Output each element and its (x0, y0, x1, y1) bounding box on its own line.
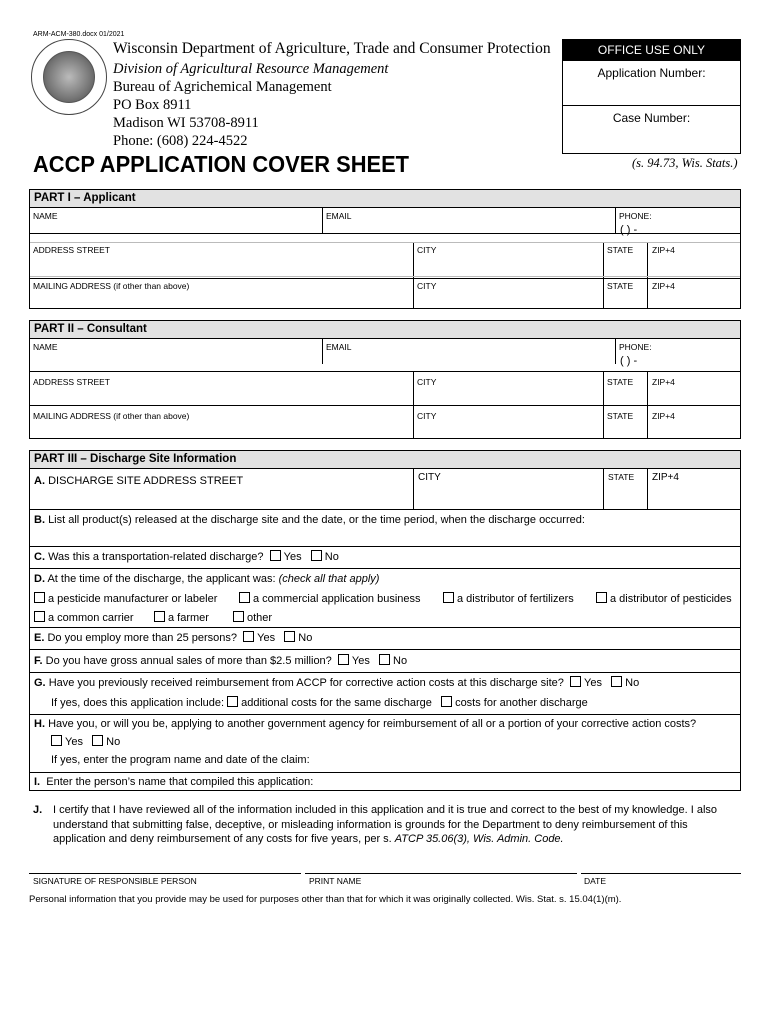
question-c (34, 550, 339, 563)
g-another-discharge-label: costs for another discharge (455, 697, 588, 709)
question-g-followup (51, 696, 588, 709)
part3-discharge-section (29, 450, 741, 791)
question-e (34, 631, 312, 644)
date-line[interactable] (581, 873, 741, 874)
question-c-yes-checkbox[interactable] (270, 550, 281, 561)
part2-address-field[interactable]: ADDRESS STREET (33, 377, 110, 387)
g-additional-costs-label: additional costs for the same discharge (241, 697, 432, 709)
d-option-label: a pesticide manufacturer or labeler (48, 593, 218, 605)
d-option-label: other (247, 612, 273, 624)
question-h-yes-checkbox[interactable] (51, 735, 62, 746)
d-option-pesticide-manufacturer[interactable] (34, 592, 217, 605)
city-line: Madison WI 53708-8911 (113, 115, 259, 131)
question-b[interactable] (34, 514, 585, 526)
question-h-followup[interactable]: If yes, enter the program name and date of the claim: (51, 754, 310, 766)
part1-name-field[interactable]: NAME (33, 211, 58, 221)
department-seal (31, 39, 107, 115)
part3-zip-field[interactable]: ZIP+4 (652, 472, 679, 483)
part2-heading: PART II – Consultant (30, 321, 740, 339)
question-b-text: List all product(s) released at the discharge site and the date, or the time period, when the discharge occurred: (48, 514, 585, 526)
question-e-text: Do you employ more than 25 persons? (47, 632, 238, 644)
checkbox-icon[interactable] (154, 611, 165, 622)
case-number-field[interactable]: Case Number: (612, 111, 691, 125)
g-another-discharge-checkbox[interactable] (441, 696, 452, 707)
bureau-name: Bureau of Agrichemical Management (113, 79, 332, 95)
checkbox-icon[interactable] (34, 592, 45, 603)
question-c-no-checkbox[interactable] (311, 550, 322, 561)
question-g-no-label: No (625, 677, 640, 689)
d-option-label: a common carrier (48, 612, 134, 624)
agency-name: Wisconsin Department of Agriculture, Trade and Consumer Protection (113, 40, 551, 57)
checkbox-icon[interactable] (443, 592, 454, 603)
seal-emblem-icon (43, 51, 95, 103)
checkbox-icon[interactable] (239, 592, 250, 603)
statute-reference: (s. 94.73, Wis. Stats.) (632, 156, 738, 170)
question-h-yes-label: Yes (65, 736, 83, 748)
question-c-yes-label: Yes (283, 551, 302, 563)
checkbox-icon[interactable] (596, 592, 607, 603)
certification-line-2: understand that submitting false, deceptive, or misleading information is grounds for the Department to deny reimbursement of this (53, 818, 688, 831)
d-option-common-carrier[interactable] (34, 611, 134, 624)
checkbox-icon[interactable] (233, 611, 244, 622)
d-option-fertilizer-distributor[interactable] (443, 592, 574, 605)
question-h (34, 718, 696, 730)
d-option-other[interactable] (233, 611, 272, 624)
part1-email-field[interactable]: EMAIL (326, 211, 352, 221)
agency-phone: Phone: (608) 224-4522 (113, 133, 248, 149)
application-number-field[interactable]: Application Number: (563, 61, 740, 106)
question-i-text: Enter the person’s name that compiled this application: (46, 776, 314, 788)
question-i-letter: I. (34, 776, 41, 788)
question-h-text: Have you, or will you be, applying to another government agency for reimbursement of all or a portion of your corrective action costs? (48, 718, 697, 730)
part1-mailing-state-field[interactable]: STATE (607, 281, 634, 291)
part1-mailing-zip-field[interactable]: ZIP+4 (652, 281, 675, 291)
question-a[interactable] (34, 475, 243, 487)
part1-address-field[interactable]: ADDRESS STREET (33, 245, 110, 255)
certification-line-3-text: application and deny reimbursement of any costs for five years, per s. (53, 833, 395, 845)
question-a-text: DISCHARGE SITE ADDRESS STREET (48, 475, 244, 487)
signature-label: SIGNATURE OF RESPONSIBLE PERSON (33, 876, 197, 886)
question-e-yes-checkbox[interactable] (243, 631, 254, 642)
question-c-text: Was this a transportation-related discharge? (48, 551, 264, 563)
certification-line-3 (53, 832, 564, 847)
part1-state-field[interactable]: STATE (607, 245, 634, 255)
part1-zip-field[interactable]: ZIP+4 (652, 245, 675, 255)
part2-name-field[interactable]: NAME (33, 342, 58, 352)
question-e-letter: E. (34, 632, 45, 644)
question-g-yes-checkbox[interactable] (570, 676, 581, 687)
date-label: DATE (584, 876, 607, 886)
question-d (34, 573, 379, 585)
certification-line-1: I certify that I have reviewed all of the information included in this application and it is true and correct to the best of my knowledge. I also (53, 804, 718, 816)
d-option-pesticide-distributor[interactable] (596, 592, 732, 605)
d-option-commercial-application[interactable] (239, 592, 421, 605)
question-e-no-checkbox[interactable] (284, 631, 295, 642)
part3-state-field[interactable]: STATE (608, 472, 635, 482)
question-f-yes-label: Yes (351, 655, 370, 667)
part1-phone-field[interactable]: PHONE: (619, 211, 652, 221)
question-f-text: Do you have gross annual sales of more than $2.5 million? (45, 655, 332, 667)
privacy-notice: Personal information that you provide may be used for purposes other than that for which it was originally collected. Wis. Stat. s. 15.04(1)(m). (29, 894, 622, 905)
part2-phone-format: ( ) - (620, 355, 638, 367)
part3-city-field[interactable]: CITY (418, 472, 441, 483)
question-f-yes-checkbox[interactable] (338, 654, 349, 665)
part1-phone-format: ( ) - (620, 224, 638, 236)
question-g-no-checkbox[interactable] (611, 676, 622, 687)
form-code: ARM-ACM-380.docx 01/2021 (33, 31, 125, 38)
part1-applicant-section (29, 189, 741, 279)
po-box: PO Box 8911 (113, 97, 192, 113)
question-g (34, 676, 639, 689)
question-e-yes-label: Yes (257, 632, 276, 644)
part2-consultant-section (29, 320, 741, 439)
part2-mailing-state-field[interactable]: STATE (607, 411, 634, 421)
part1-heading: PART I – Applicant (30, 190, 740, 208)
office-use-title: OFFICE USE ONLY (563, 40, 740, 61)
division-name: Division of Agricultural Resource Management (113, 61, 389, 77)
part2-zip-field[interactable]: ZIP+4 (652, 377, 675, 387)
question-h-letter: H. (34, 718, 45, 730)
g-additional-costs-checkbox[interactable] (227, 696, 238, 707)
part2-phone-field[interactable]: PHONE: (619, 342, 652, 352)
d-option-label: a farmer (168, 612, 209, 624)
checkbox-icon[interactable] (34, 611, 45, 622)
question-d-letter: D. (34, 573, 45, 585)
part1-city-field[interactable]: CITY (417, 245, 437, 255)
question-f-no-label: No (393, 655, 408, 667)
part1-mailing-row (29, 277, 741, 309)
question-c-letter: C. (34, 551, 45, 563)
question-c-no-label: No (324, 551, 339, 563)
d-option-label: a commercial application business (253, 593, 421, 605)
page-title: ACCP APPLICATION COVER SHEET (33, 151, 410, 177)
question-g-text: Have you previously received reimbursement from ACCP for corrective action costs at this discharge site? (48, 677, 564, 689)
print-name-line[interactable] (305, 873, 577, 874)
part1-mailing-city-field[interactable]: CITY (417, 281, 437, 291)
question-e-no-label: No (298, 632, 313, 644)
part2-city-field[interactable]: CITY (417, 377, 437, 387)
question-h-no-label: No (106, 736, 121, 748)
part1-mailing-field[interactable]: MAILING ADDRESS (if other than above) (33, 281, 190, 291)
signature-line[interactable] (29, 873, 301, 874)
part2-state-field[interactable]: STATE (607, 377, 634, 387)
question-g-yes-label: Yes (584, 677, 602, 689)
part2-mailing-field[interactable]: MAILING ADDRESS (if other than above) (33, 411, 190, 421)
certification-letter: J. (33, 804, 43, 816)
question-g-sub-text: If yes, does this application include: (51, 697, 225, 709)
print-name-label: PRINT NAME (309, 876, 362, 886)
d-option-farmer[interactable] (154, 611, 209, 624)
question-a-letter: A. (34, 475, 45, 487)
part2-mailing-zip-field[interactable]: ZIP+4 (652, 411, 675, 421)
question-f-no-checkbox[interactable] (379, 654, 390, 665)
question-d-hint: (check all that apply) (278, 573, 380, 585)
d-option-label: a distributor of fertilizers (457, 593, 574, 605)
question-f (34, 654, 407, 667)
question-b-letter: B. (34, 514, 45, 526)
part2-mailing-city-field[interactable]: CITY (417, 411, 437, 421)
part2-email-field[interactable]: EMAIL (326, 342, 352, 352)
certification-code-ref: ATCP 35.06(3), Wis. Admin. Code. (394, 833, 564, 845)
question-d-text: At the time of the discharge, the applicant was: (47, 573, 279, 585)
question-g-letter: G. (34, 677, 46, 689)
part3-heading: PART III – Discharge Site Information (30, 451, 740, 469)
question-h-no-checkbox[interactable] (92, 735, 103, 746)
question-i[interactable] (34, 776, 313, 788)
question-f-letter: F. (34, 655, 43, 667)
office-use-box (562, 39, 741, 154)
question-h-options (51, 735, 120, 748)
d-option-label: a distributor of pesticides (610, 593, 732, 605)
